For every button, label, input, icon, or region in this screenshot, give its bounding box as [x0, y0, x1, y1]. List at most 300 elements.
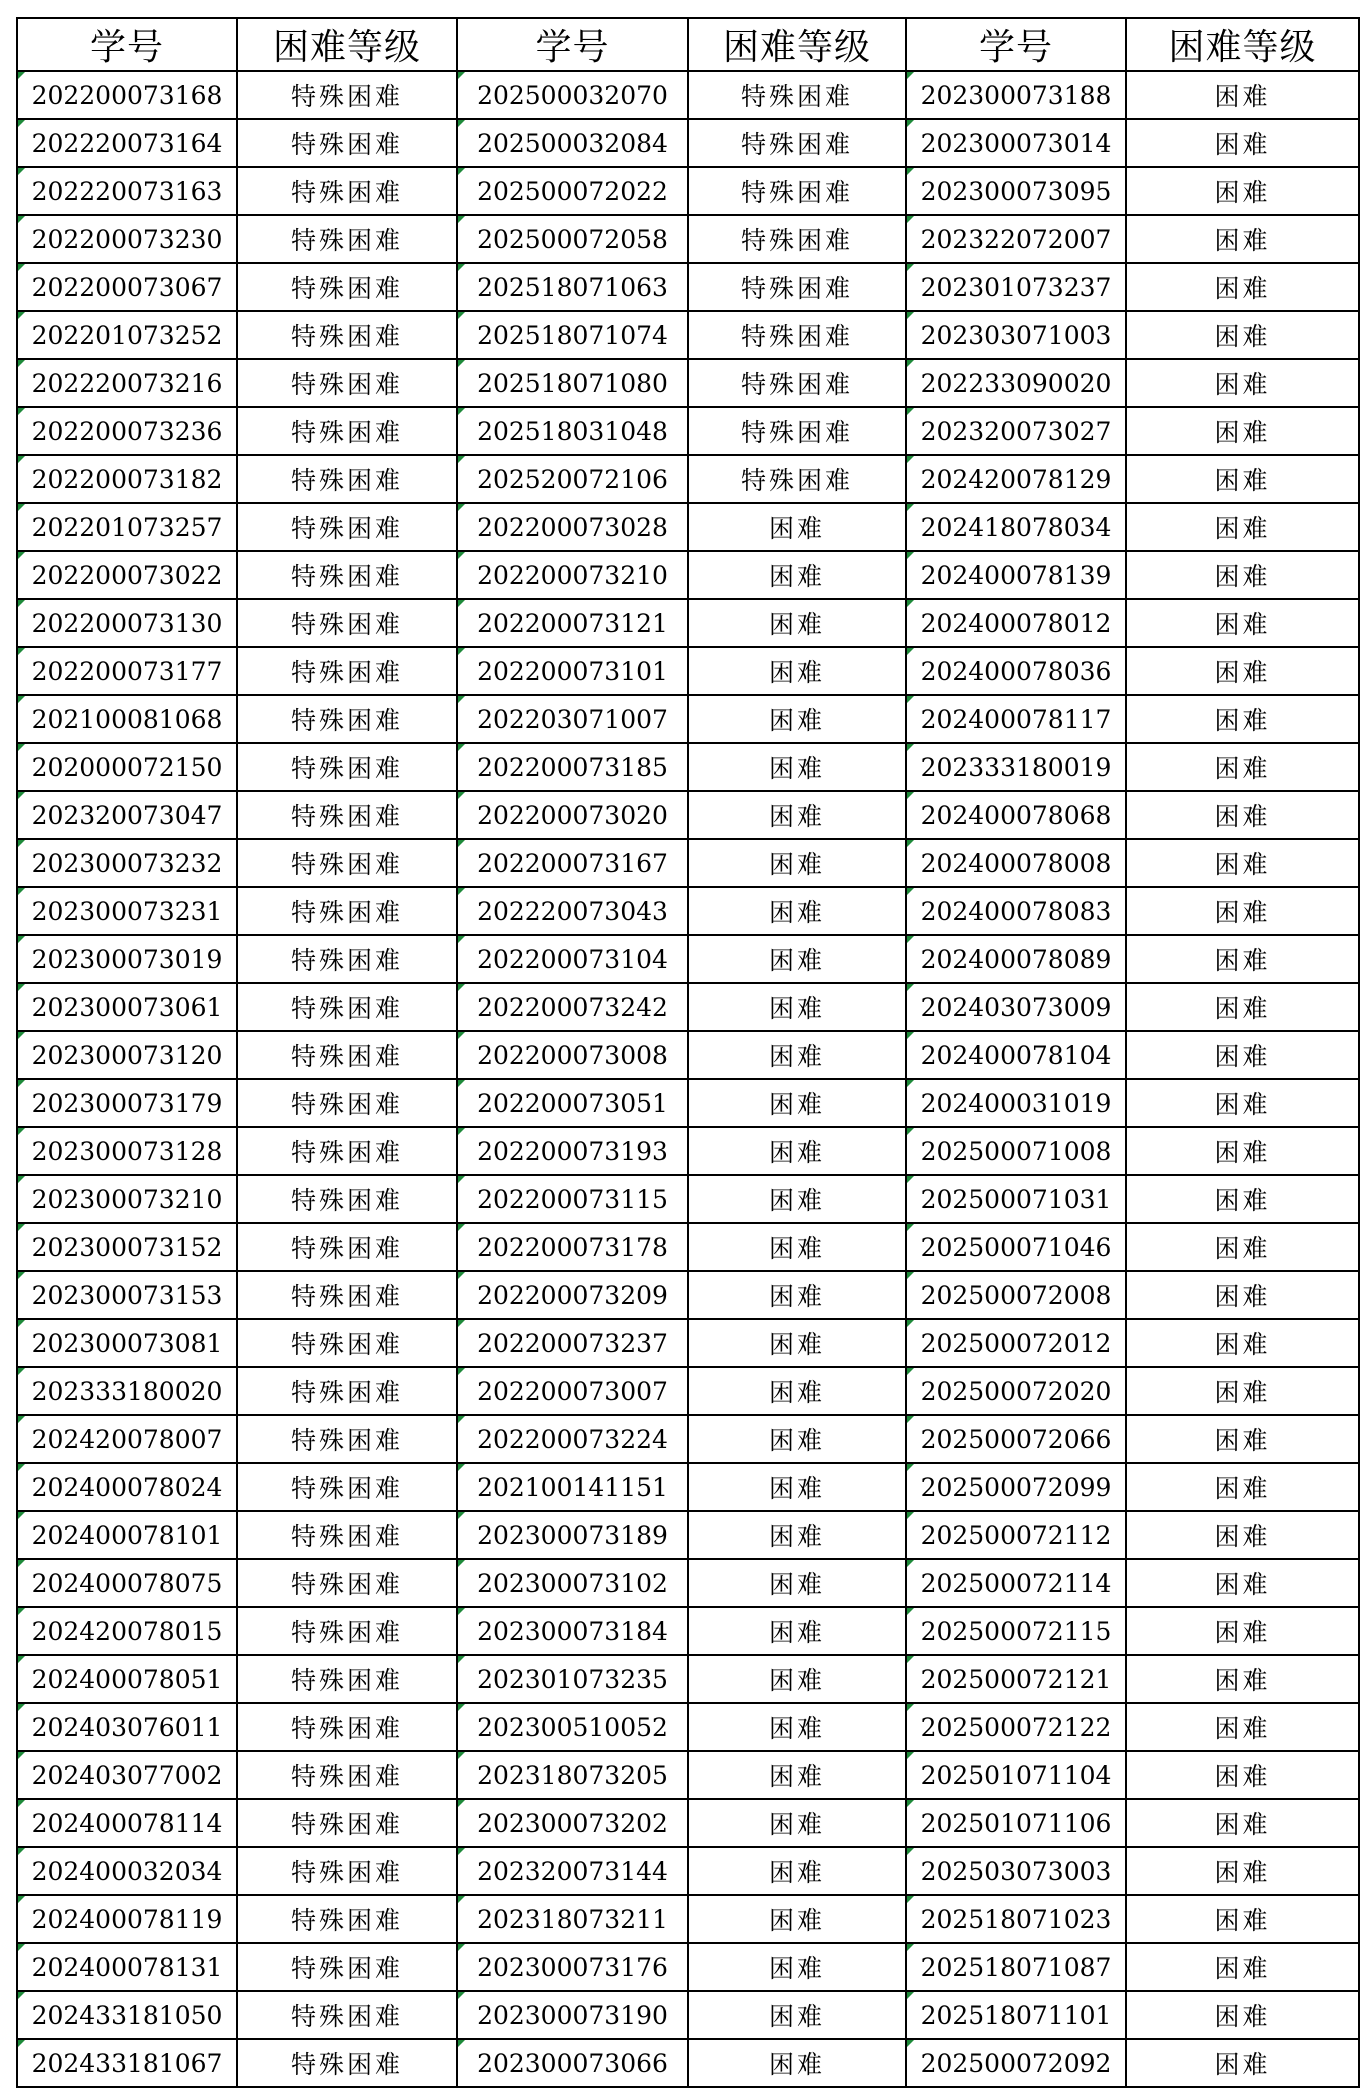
difficulty-level-cell[interactable]: 困难 — [1126, 71, 1359, 119]
student-id-cell[interactable]: 202201073252 — [17, 311, 237, 359]
student-id-cell[interactable]: 202400078083 — [906, 887, 1126, 935]
student-id-cell[interactable]: 202500072112 — [906, 1511, 1126, 1559]
student-id-cell[interactable]: 202200073236 — [17, 407, 237, 455]
difficulty-level-cell[interactable]: 困难 — [1126, 1127, 1359, 1175]
student-id-cell[interactable]: 202200073130 — [17, 599, 237, 647]
difficulty-level-cell[interactable]: 困难 — [1126, 1175, 1359, 1223]
difficulty-level-cell[interactable]: 特殊困难 — [237, 455, 457, 503]
difficulty-level-cell[interactable]: 特殊困难 — [237, 503, 457, 551]
student-id-cell[interactable]: 202500072099 — [906, 1463, 1126, 1511]
student-id-cell[interactable]: 202500072008 — [906, 1271, 1126, 1319]
student-id-cell[interactable]: 202500072122 — [906, 1703, 1126, 1751]
difficulty-level-cell[interactable]: 困难 — [688, 1895, 906, 1943]
student-id-cell[interactable]: 202400078101 — [17, 1511, 237, 1559]
difficulty-level-cell[interactable]: 困难 — [688, 695, 906, 743]
difficulty-level-cell[interactable]: 特殊困难 — [237, 983, 457, 1031]
difficulty-level-cell[interactable]: 困难 — [688, 743, 906, 791]
student-id-cell[interactable]: 202400078104 — [906, 1031, 1126, 1079]
student-id-cell[interactable]: 202320073047 — [17, 791, 237, 839]
table-row — [17, 71, 1359, 119]
difficulty-level-cell[interactable]: 困难 — [1126, 119, 1359, 167]
table-row — [17, 311, 1359, 359]
header-difficulty-level: 困难等级 — [1126, 18, 1359, 71]
table-row — [17, 1847, 1359, 1895]
difficulty-level-cell[interactable]: 困难 — [1126, 791, 1359, 839]
student-id-cell[interactable]: 202200073115 — [457, 1175, 688, 1223]
student-id-cell[interactable]: 202200073051 — [457, 1079, 688, 1127]
student-id-cell[interactable]: 202433181050 — [17, 1991, 237, 2039]
difficulty-level-cell[interactable]: 特殊困难 — [237, 2039, 457, 2087]
student-id-cell[interactable]: 202200073182 — [17, 455, 237, 503]
difficulty-level-cell[interactable]: 困难 — [688, 1271, 906, 1319]
student-id-cell[interactable]: 202518071023 — [906, 1895, 1126, 1943]
difficulty-level-cell[interactable]: 困难 — [688, 1319, 906, 1367]
difficulty-level-cell[interactable]: 特殊困难 — [237, 1415, 457, 1463]
table-row — [17, 1703, 1359, 1751]
difficulty-level-cell[interactable]: 困难 — [688, 1463, 906, 1511]
student-id-cell[interactable]: 202300073232 — [17, 839, 237, 887]
student-id-cell[interactable]: 202500072012 — [906, 1319, 1126, 1367]
student-id-cell[interactable]: 202300073189 — [457, 1511, 688, 1559]
difficulty-level-cell[interactable]: 特殊困难 — [237, 1367, 457, 1415]
student-id-cell[interactable]: 202200073210 — [457, 551, 688, 599]
difficulty-level-cell[interactable]: 困难 — [688, 551, 906, 599]
table-row — [17, 1175, 1359, 1223]
difficulty-level-cell[interactable]: 困难 — [1126, 359, 1359, 407]
student-id-cell[interactable]: 202500072114 — [906, 1559, 1126, 1607]
student-id-cell[interactable]: 202301073235 — [457, 1655, 688, 1703]
difficulty-level-cell[interactable]: 困难 — [688, 839, 906, 887]
student-id-cell[interactable]: 202320073144 — [457, 1847, 688, 1895]
difficulty-level-cell[interactable]: 困难 — [1126, 263, 1359, 311]
student-id-cell[interactable]: 202301073237 — [906, 263, 1126, 311]
student-id-cell[interactable]: 202200073242 — [457, 983, 688, 1031]
difficulty-level-cell[interactable]: 特殊困难 — [688, 455, 906, 503]
table-row — [17, 1463, 1359, 1511]
difficulty-level-cell[interactable]: 特殊困难 — [237, 359, 457, 407]
table-row — [17, 1319, 1359, 1367]
student-id-cell[interactable]: 202300073014 — [906, 119, 1126, 167]
difficulty-level-cell[interactable]: 困难 — [688, 935, 906, 983]
student-id-cell[interactable]: 202300073179 — [17, 1079, 237, 1127]
student-id-cell[interactable]: 202518071101 — [906, 1991, 1126, 2039]
student-id-cell[interactable]: 202100141151 — [457, 1463, 688, 1511]
difficulty-level-cell[interactable]: 困难 — [1126, 1415, 1359, 1463]
difficulty-level-cell[interactable]: 困难 — [1126, 1511, 1359, 1559]
difficulty-level-cell[interactable]: 困难 — [1126, 1991, 1359, 2039]
table-row — [17, 839, 1359, 887]
difficulty-level-cell[interactable]: 困难 — [688, 503, 906, 551]
difficulty-level-cell[interactable]: 困难 — [1126, 1943, 1359, 1991]
student-id-cell[interactable]: 202420078007 — [17, 1415, 237, 1463]
difficulty-level-cell[interactable]: 特殊困难 — [237, 647, 457, 695]
difficulty-level-cell[interactable]: 困难 — [688, 887, 906, 935]
student-id-cell[interactable]: 202500071031 — [906, 1175, 1126, 1223]
difficulty-level-cell[interactable]: 困难 — [1126, 1079, 1359, 1127]
table-row — [17, 167, 1359, 215]
student-id-cell[interactable]: 202403073009 — [906, 983, 1126, 1031]
student-id-cell[interactable]: 202403077002 — [17, 1751, 237, 1799]
header-difficulty-level: 困难等级 — [237, 18, 457, 71]
difficulty-level-cell[interactable]: 特殊困难 — [237, 1991, 457, 2039]
student-id-cell[interactable]: 202200073067 — [17, 263, 237, 311]
difficulty-level-cell[interactable]: 困难 — [1126, 1367, 1359, 1415]
difficulty-level-cell[interactable]: 特殊困难 — [237, 1607, 457, 1655]
difficulty-level-cell[interactable]: 特殊困难 — [237, 599, 457, 647]
difficulty-level-cell[interactable]: 困难 — [1126, 983, 1359, 1031]
student-id-cell[interactable]: 202318073205 — [457, 1751, 688, 1799]
student-id-cell[interactable]: 202518071087 — [906, 1943, 1126, 1991]
student-id-cell[interactable]: 202300073202 — [457, 1799, 688, 1847]
difficulty-level-cell[interactable]: 特殊困难 — [237, 887, 457, 935]
student-id-cell[interactable]: 202200073168 — [17, 71, 237, 119]
student-id-cell[interactable]: 202400078089 — [906, 935, 1126, 983]
student-id-cell[interactable]: 202300073120 — [17, 1031, 237, 1079]
student-id-cell[interactable]: 202400078068 — [906, 791, 1126, 839]
difficulty-level-cell[interactable]: 困难 — [1126, 887, 1359, 935]
difficulty-level-cell[interactable]: 特殊困难 — [237, 1895, 457, 1943]
difficulty-level-cell[interactable]: 困难 — [688, 1655, 906, 1703]
difficulty-level-cell[interactable]: 困难 — [1126, 455, 1359, 503]
difficulty-level-cell[interactable]: 特殊困难 — [237, 1703, 457, 1751]
difficulty-level-cell[interactable]: 特殊困难 — [237, 311, 457, 359]
table-body — [17, 71, 1359, 2087]
difficulty-level-cell[interactable]: 困难 — [1126, 839, 1359, 887]
student-id-cell[interactable]: 202200073022 — [17, 551, 237, 599]
difficulty-level-cell[interactable]: 困难 — [1126, 1703, 1359, 1751]
difficulty-level-cell[interactable]: 困难 — [688, 1175, 906, 1223]
student-id-cell[interactable]: 202518071074 — [457, 311, 688, 359]
student-id-cell[interactable]: 202200073028 — [457, 503, 688, 551]
student-id-cell[interactable]: 202500072020 — [906, 1367, 1126, 1415]
difficulty-level-cell[interactable]: 特殊困难 — [688, 407, 906, 455]
student-id-cell[interactable]: 202220073163 — [17, 167, 237, 215]
student-id-cell[interactable]: 202501071106 — [906, 1799, 1126, 1847]
difficulty-level-cell[interactable]: 特殊困难 — [688, 215, 906, 263]
difficulty-level-cell[interactable]: 特殊困难 — [237, 119, 457, 167]
table-row — [17, 263, 1359, 311]
table-row — [17, 1943, 1359, 1991]
student-id-cell[interactable]: 202400078051 — [17, 1655, 237, 1703]
student-id-cell[interactable]: 202303071003 — [906, 311, 1126, 359]
difficulty-level-cell[interactable]: 特殊困难 — [688, 167, 906, 215]
student-id-cell[interactable]: 202400078024 — [17, 1463, 237, 1511]
difficulty-level-cell[interactable]: 困难 — [1126, 407, 1359, 455]
difficulty-level-cell[interactable]: 特殊困难 — [237, 1655, 457, 1703]
student-id-cell[interactable]: 202333180019 — [906, 743, 1126, 791]
student-id-cell[interactable]: 202400078012 — [906, 599, 1126, 647]
student-id-cell[interactable]: 202300073188 — [906, 71, 1126, 119]
table-row — [17, 1607, 1359, 1655]
table-row — [17, 1799, 1359, 1847]
difficulty-level-cell[interactable]: 特殊困难 — [688, 359, 906, 407]
student-id-cell[interactable]: 202200073020 — [457, 791, 688, 839]
student-id-cell[interactable]: 202433181067 — [17, 2039, 237, 2087]
difficulty-level-cell[interactable]: 困难 — [688, 1847, 906, 1895]
difficulty-level-cell[interactable]: 困难 — [688, 791, 906, 839]
header-difficulty-level: 困难等级 — [688, 18, 906, 71]
student-id-cell[interactable]: 202300073095 — [906, 167, 1126, 215]
difficulty-level-cell[interactable]: 困难 — [688, 1751, 906, 1799]
student-id-cell[interactable]: 202400078139 — [906, 551, 1126, 599]
table-row — [17, 215, 1359, 263]
difficulty-level-cell[interactable]: 困难 — [1126, 1655, 1359, 1703]
difficulty-level-cell[interactable]: 困难 — [1126, 1271, 1359, 1319]
student-id-cell[interactable]: 202200073185 — [457, 743, 688, 791]
student-id-cell[interactable]: 202518071080 — [457, 359, 688, 407]
student-id-cell[interactable]: 202203071007 — [457, 695, 688, 743]
student-id-cell[interactable]: 202200073209 — [457, 1271, 688, 1319]
difficulty-level-cell[interactable]: 特殊困难 — [237, 1559, 457, 1607]
student-id-cell[interactable]: 202500032070 — [457, 71, 688, 119]
difficulty-level-cell[interactable]: 特殊困难 — [237, 1175, 457, 1223]
student-id-cell[interactable]: 202300073184 — [457, 1607, 688, 1655]
table-row — [17, 935, 1359, 983]
table-row — [17, 1991, 1359, 2039]
difficulty-level-cell[interactable]: 困难 — [688, 1943, 906, 1991]
difficulty-level-cell[interactable]: 困难 — [688, 1031, 906, 1079]
difficulty-level-cell[interactable]: 特殊困难 — [237, 167, 457, 215]
difficulty-level-cell[interactable]: 特殊困难 — [237, 1511, 457, 1559]
student-id-cell[interactable]: 202400078131 — [17, 1943, 237, 1991]
difficulty-level-cell[interactable]: 特殊困难 — [237, 551, 457, 599]
student-id-cell[interactable]: 202318073211 — [457, 1895, 688, 1943]
table-row — [17, 1559, 1359, 1607]
table-row — [17, 1751, 1359, 1799]
difficulty-level-cell[interactable]: 特殊困难 — [688, 71, 906, 119]
student-id-cell[interactable]: 202500072121 — [906, 1655, 1126, 1703]
difficulty-level-cell[interactable]: 困难 — [688, 2039, 906, 2087]
difficulty-level-cell[interactable]: 困难 — [688, 1799, 906, 1847]
student-id-cell[interactable]: 202000072150 — [17, 743, 237, 791]
student-id-cell[interactable]: 202500071046 — [906, 1223, 1126, 1271]
table-row — [17, 2039, 1359, 2087]
student-id-cell[interactable]: 202300073176 — [457, 1943, 688, 1991]
student-id-cell[interactable]: 202220073164 — [17, 119, 237, 167]
student-id-cell[interactable]: 202500032084 — [457, 119, 688, 167]
student-id-cell[interactable]: 202400031019 — [906, 1079, 1126, 1127]
student-id-cell[interactable]: 202322072007 — [906, 215, 1126, 263]
student-id-cell[interactable]: 202300073190 — [457, 1991, 688, 2039]
student-id-cell[interactable]: 202200073193 — [457, 1127, 688, 1175]
difficulty-level-cell[interactable]: 特殊困难 — [237, 1079, 457, 1127]
student-id-cell[interactable]: 202400078008 — [906, 839, 1126, 887]
table-row — [17, 647, 1359, 695]
difficulty-level-cell[interactable]: 困难 — [1126, 1463, 1359, 1511]
student-id-cell[interactable]: 202400078119 — [17, 1895, 237, 1943]
student-id-cell[interactable]: 202300073153 — [17, 1271, 237, 1319]
table-row — [17, 1079, 1359, 1127]
student-id-cell[interactable]: 202233090020 — [906, 359, 1126, 407]
difficulty-level-cell[interactable]: 困难 — [1126, 1319, 1359, 1367]
student-id-cell[interactable]: 202200073224 — [457, 1415, 688, 1463]
difficulty-level-cell[interactable]: 特殊困难 — [237, 1463, 457, 1511]
student-id-cell[interactable]: 202403076011 — [17, 1703, 237, 1751]
difficulty-level-cell[interactable]: 困难 — [1126, 1751, 1359, 1799]
difficulty-level-cell[interactable]: 困难 — [1126, 743, 1359, 791]
table-row — [17, 791, 1359, 839]
difficulty-level-cell[interactable]: 困难 — [1126, 167, 1359, 215]
difficulty-level-cell[interactable]: 特殊困难 — [237, 839, 457, 887]
student-id-cell[interactable]: 202200073101 — [457, 647, 688, 695]
student-id-cell[interactable]: 202333180020 — [17, 1367, 237, 1415]
difficulty-level-cell[interactable]: 困难 — [1126, 2039, 1359, 2087]
difficulty-level-cell[interactable]: 特殊困难 — [237, 1319, 457, 1367]
student-id-cell[interactable]: 202418078034 — [906, 503, 1126, 551]
student-id-cell[interactable]: 202300073081 — [17, 1319, 237, 1367]
difficulty-level-cell[interactable]: 困难 — [688, 1127, 906, 1175]
student-id-cell[interactable]: 202300510052 — [457, 1703, 688, 1751]
difficulty-level-cell[interactable]: 特殊困难 — [237, 695, 457, 743]
student-id-cell[interactable]: 202518031048 — [457, 407, 688, 455]
table-row — [17, 407, 1359, 455]
difficulty-level-cell[interactable]: 困难 — [1126, 647, 1359, 695]
difficulty-level-cell[interactable]: 困难 — [1126, 551, 1359, 599]
difficulty-level-cell[interactable]: 困难 — [1126, 1799, 1359, 1847]
table-row — [17, 1367, 1359, 1415]
student-id-cell[interactable]: 202100081068 — [17, 695, 237, 743]
difficulty-level-cell[interactable]: 特殊困难 — [237, 791, 457, 839]
table-row — [17, 695, 1359, 743]
difficulty-level-cell[interactable]: 特殊困难 — [237, 935, 457, 983]
table-header — [17, 18, 1359, 71]
difficulty-level-cell[interactable]: 特殊困难 — [237, 1751, 457, 1799]
student-id-cell[interactable]: 202201073257 — [17, 503, 237, 551]
table-row — [17, 599, 1359, 647]
table-row — [17, 503, 1359, 551]
difficulty-level-cell[interactable]: 困难 — [1126, 695, 1359, 743]
difficulty-level-cell[interactable]: 困难 — [688, 1703, 906, 1751]
difficulty-level-cell[interactable]: 困难 — [688, 1991, 906, 2039]
student-id-cell[interactable]: 202501071104 — [906, 1751, 1126, 1799]
header-student-id: 学号 — [906, 18, 1126, 71]
table-row — [17, 359, 1359, 407]
table-row — [17, 551, 1359, 599]
student-id-cell[interactable]: 202200073007 — [457, 1367, 688, 1415]
student-id-cell[interactable]: 202300073066 — [457, 2039, 688, 2087]
table-row — [17, 743, 1359, 791]
difficulty-level-cell[interactable]: 困难 — [1126, 1607, 1359, 1655]
difficulty-level-cell[interactable]: 特殊困难 — [237, 1799, 457, 1847]
student-id-cell[interactable]: 202200073230 — [17, 215, 237, 263]
student-id-cell[interactable]: 202300073128 — [17, 1127, 237, 1175]
difficulty-level-cell[interactable]: 困难 — [1126, 1223, 1359, 1271]
table-row — [17, 455, 1359, 503]
difficulty-level-cell[interactable]: 特殊困难 — [237, 263, 457, 311]
difficulty-level-cell[interactable]: 困难 — [1126, 311, 1359, 359]
difficulty-level-cell[interactable]: 困难 — [1126, 935, 1359, 983]
difficulty-level-cell[interactable]: 困难 — [688, 1511, 906, 1559]
difficulty-level-cell[interactable]: 特殊困难 — [237, 1223, 457, 1271]
student-id-cell[interactable]: 202500072066 — [906, 1415, 1126, 1463]
table-row — [17, 1031, 1359, 1079]
difficulty-level-cell[interactable]: 困难 — [1126, 1847, 1359, 1895]
difficulty-level-cell[interactable]: 特殊困难 — [688, 263, 906, 311]
student-id-cell[interactable]: 202400078075 — [17, 1559, 237, 1607]
student-id-cell[interactable]: 202400078117 — [906, 695, 1126, 743]
student-id-cell[interactable]: 202520072106 — [457, 455, 688, 503]
difficulty-level-cell[interactable]: 特殊困难 — [237, 407, 457, 455]
difficulty-level-cell[interactable]: 困难 — [1126, 1031, 1359, 1079]
difficulty-level-cell[interactable]: 困难 — [688, 983, 906, 1031]
difficulty-level-cell[interactable]: 特殊困难 — [237, 1943, 457, 1991]
table-row — [17, 1127, 1359, 1175]
student-id-cell[interactable]: 202320073027 — [906, 407, 1126, 455]
student-id-cell[interactable]: 202400078036 — [906, 647, 1126, 695]
difficulty-level-cell[interactable]: 困难 — [688, 1079, 906, 1127]
difficulty-level-cell[interactable]: 困难 — [1126, 599, 1359, 647]
table-row — [17, 1271, 1359, 1319]
student-id-cell[interactable]: 202500072115 — [906, 1607, 1126, 1655]
difficulty-level-cell[interactable]: 特殊困难 — [237, 1031, 457, 1079]
header-row — [17, 18, 1359, 71]
student-difficulty-table — [16, 17, 1360, 2088]
table-row — [17, 1415, 1359, 1463]
student-id-cell[interactable]: 202220073043 — [457, 887, 688, 935]
table-row — [17, 1511, 1359, 1559]
difficulty-level-cell[interactable]: 特殊困难 — [237, 71, 457, 119]
table-row — [17, 1655, 1359, 1703]
student-id-cell[interactable]: 202518071063 — [457, 263, 688, 311]
student-id-cell[interactable]: 202420078129 — [906, 455, 1126, 503]
header-student-id: 学号 — [17, 18, 237, 71]
difficulty-level-cell[interactable]: 特殊困难 — [237, 743, 457, 791]
difficulty-level-cell[interactable]: 特殊困难 — [237, 215, 457, 263]
difficulty-level-cell[interactable]: 特殊困难 — [688, 119, 906, 167]
difficulty-level-cell[interactable]: 特殊困难 — [237, 1847, 457, 1895]
student-id-cell[interactable]: 202500072092 — [906, 2039, 1126, 2087]
student-id-cell[interactable]: 202300073102 — [457, 1559, 688, 1607]
difficulty-level-cell[interactable]: 困难 — [688, 1415, 906, 1463]
difficulty-level-cell[interactable]: 特殊困难 — [237, 1271, 457, 1319]
student-id-cell[interactable]: 202200073104 — [457, 935, 688, 983]
student-id-cell[interactable]: 202300073061 — [17, 983, 237, 1031]
student-id-cell[interactable]: 202200073178 — [457, 1223, 688, 1271]
student-id-cell[interactable]: 202400032034 — [17, 1847, 237, 1895]
table-row — [17, 1223, 1359, 1271]
student-id-cell[interactable]: 202300073210 — [17, 1175, 237, 1223]
student-id-cell[interactable]: 202500071008 — [906, 1127, 1126, 1175]
student-id-cell[interactable]: 202500072022 — [457, 167, 688, 215]
student-id-cell[interactable]: 202200073167 — [457, 839, 688, 887]
student-id-cell[interactable]: 202300073019 — [17, 935, 237, 983]
student-id-cell[interactable]: 202300073152 — [17, 1223, 237, 1271]
student-id-cell[interactable]: 202200073008 — [457, 1031, 688, 1079]
difficulty-level-cell[interactable]: 困难 — [1126, 503, 1359, 551]
difficulty-level-cell[interactable]: 困难 — [688, 1607, 906, 1655]
student-id-cell[interactable]: 202503073003 — [906, 1847, 1126, 1895]
difficulty-level-cell[interactable]: 困难 — [688, 599, 906, 647]
difficulty-level-cell[interactable]: 困难 — [688, 1223, 906, 1271]
difficulty-level-cell[interactable]: 困难 — [1126, 215, 1359, 263]
student-id-cell[interactable]: 202500072058 — [457, 215, 688, 263]
difficulty-level-cell[interactable]: 困难 — [688, 1559, 906, 1607]
difficulty-level-cell[interactable]: 困难 — [1126, 1559, 1359, 1607]
student-id-cell[interactable]: 202420078015 — [17, 1607, 237, 1655]
difficulty-level-cell[interactable]: 困难 — [688, 1367, 906, 1415]
table-row — [17, 1895, 1359, 1943]
student-id-cell[interactable]: 202200073177 — [17, 647, 237, 695]
student-id-cell[interactable]: 202220073216 — [17, 359, 237, 407]
student-id-cell[interactable]: 202200073121 — [457, 599, 688, 647]
student-id-cell[interactable]: 202300073231 — [17, 887, 237, 935]
difficulty-level-cell[interactable]: 特殊困难 — [688, 311, 906, 359]
student-id-cell[interactable]: 202200073237 — [457, 1319, 688, 1367]
difficulty-level-cell[interactable]: 特殊困难 — [237, 1127, 457, 1175]
difficulty-level-cell[interactable]: 困难 — [688, 647, 906, 695]
student-id-cell[interactable]: 202400078114 — [17, 1799, 237, 1847]
difficulty-level-cell[interactable]: 困难 — [1126, 1895, 1359, 1943]
